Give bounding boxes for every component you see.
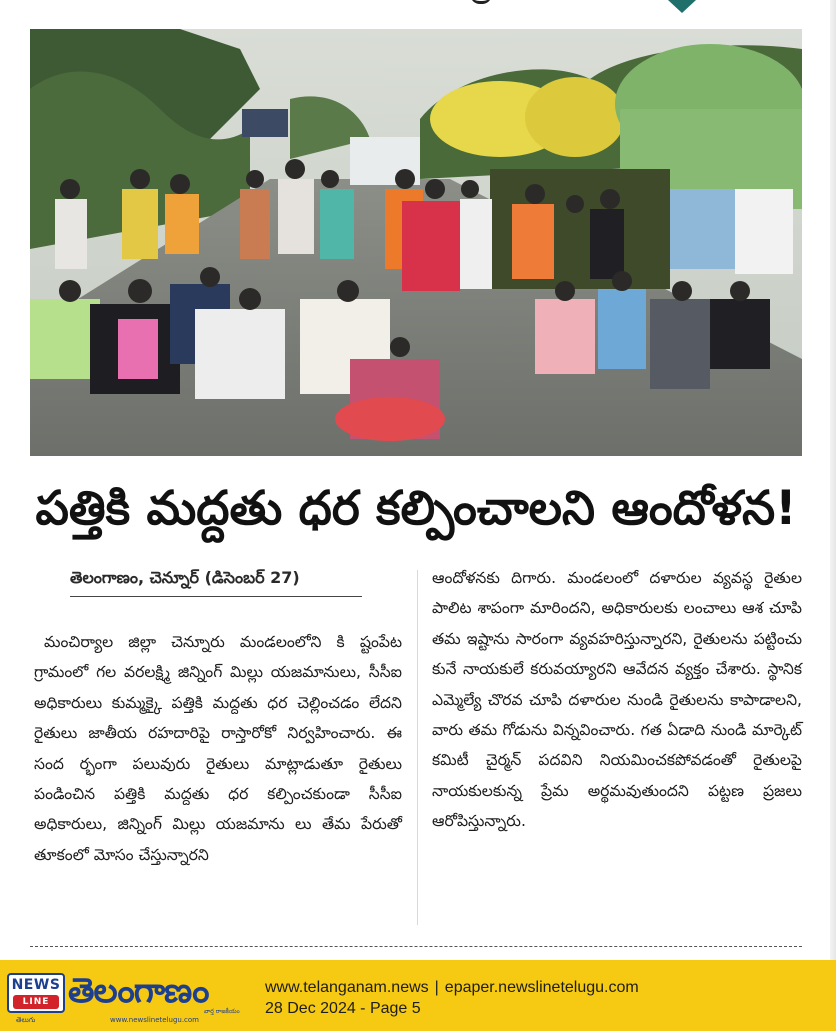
article-column-right [432,563,802,837]
site-link-epaper[interactable]: epaper.newslinetelugu.com [444,979,639,996]
article-column-left [34,627,402,870]
logo-news-text: NEWS [11,977,61,993]
protest-photo-illustration [30,29,802,456]
link-separator: | [434,979,439,996]
ornament-fragment [668,0,696,13]
news-photo [30,29,802,456]
logo-telugu-caption: తెలుగు [16,1016,36,1024]
article-paragraph: మంచిర్యాల జిల్లా చెన్నూరు మండలంలోని కి ష్టంపేట గ్రామంలో గల వరలక్ష్మి జిన్నింగ్ మిల్లు యజమానులు, సీసీఐ అధికారులు కుమ్మక్కై పత్తికి మద్దతు ధర చెల్లించడం లేదని రైతులు జాతీయ రహదారిపై రాస్తారోకో నిర్వహించారు. ఈ సంద ర్భంగా పలువురు రైతులు మాట్లాడుతూ రైతులు పండించిన పత్తికి మద్దతు ధర కల్పించకుండా సీసీఐ అధికారులు, జిన్నింగ్ మిల్లు యజమాను లు తేమ పేరుతో తూకంలో మోసం చేస్తున్నారని [34,633,402,864]
footer-links [265,978,639,998]
telanganam-brand: తెలంగాణం [68,971,209,1011]
brand-tagline: వార్త రాజకీయం [204,1008,240,1015]
site-link-telanganam[interactable]: www.telanganam.news [265,979,429,996]
page-edge-shadow [830,0,836,1031]
epaper-footer [0,960,836,1031]
edition-date-page: 28 Dec 2024 - Page 5 [265,1000,421,1017]
headline: పత్తికి మద్దతు ధర కల్పించాలని ఆందోళన! [35,481,797,536]
dateline-underline [70,596,362,597]
logo-line-text: LINE [13,995,59,1009]
article-paragraph: ఆందోళనకు దిగారు. మండలంలో దళారుల వ్యవస్థ రైతుల పాలిట శాపంగా మారిందని, అధికారులకు లంచాలు ఆశ చూపి తమ ఇష్టాను సారంగా వ్యవహరిస్తున్నారని, రైతులను పట్టించు కునే నాయకులే కరువయ్యారని ఆవేదన వ్యక్తం చేశారు. స్థానిక ఎమ్మెల్యే చొరవ చూపి దళారుల నుండి రైతులను కాపాడాలని, వారు తమ గోడును విన్నవించారు. గత ఏడాది నుండి మార్కెట్ కమిటీ చైర్మన్ పదవిని నియమించకపోవడంతో రైతులపై నాయకులకున్న ప్రేమ అర్థమవుతుందని పట్టణ ప్రజలు ఆరోపిస్తున్నారు. [432,569,802,831]
dateline: తెలంగాణం, చెన్నూర్ (డిసెంబర్ 27) [70,568,300,587]
newsline-logo [7,973,65,1013]
text-fragment [470,0,492,4]
brand-url: www.newslinetelugu.com [110,1016,199,1024]
previous-page-fragment [0,0,836,14]
footer-dashed-rule [30,946,802,947]
column-divider [417,570,418,925]
